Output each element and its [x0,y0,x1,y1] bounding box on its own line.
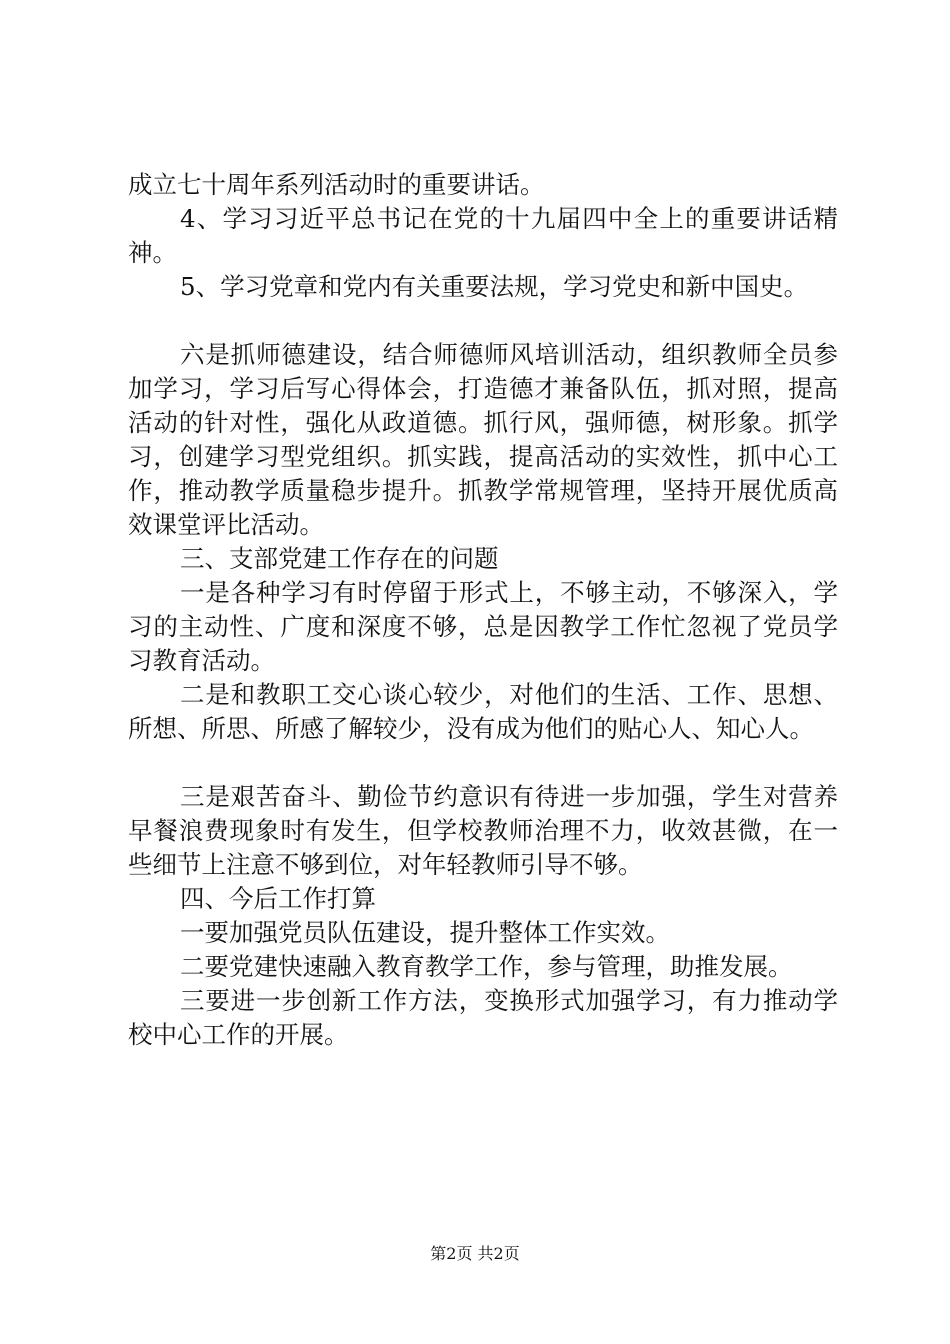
blank-line [128,304,838,338]
paragraph-9: 二要党建快速融入教育教学工作，参与管理，助推发展。 [180,952,793,981]
paragraph-3: 5、学习党章和党内有关重要法规，学习党史和新中国史。 [180,272,809,301]
paragraph-8: 一要加强党员队伍建设，提升整体工作实效。 [180,918,670,947]
paragraph-1: 成立七十周年系列活动时的重要讲话。 [128,170,545,199]
paragraph-2: 4、学习习近平总书记在党的十九届四中全上的重要讲话精神。 [128,204,838,267]
section-heading-4: 四、今后工作打算 [180,884,376,913]
paragraph-6: 二是和教职工交心谈心较少，对他们的生活、工作、思想、所想、所思、所感了解较少，没有成为他们的贴心人、知心人。 [128,680,838,743]
paragraph-10: 三要进一步创新工作方法，变换形式加强学习，有力推动学校中心工作的开展。 [128,986,838,1049]
paragraph-5: 一是各种学习有时停留于形式上，不够主动，不够深入，学习的主动性、广度和深度不够，总是因教学工作忙忽视了党员学习教育活动。 [128,578,838,675]
section-heading-3: 三、支部党建工作存在的问题 [180,544,499,573]
paragraph-4: 六是抓师德建设，结合师德师风培训活动，组织教师全员参加学习，学习后写心得体会，打造德才兼备队伍，抓对照，提高活动的针对性，强化从政道德。抓行风，强师德，树形象。抓学习，创建学习型党组织。抓实践，提高活动的实效性，抓中心工作，推动教学质量稳步提升。抓教学常规管理，坚持开展优质高效课堂评比活动。 [128,340,838,539]
page-footer: 第2页 共2页 [430,1244,520,1263]
paragraph-7: 三是艰苦奋斗、勤俭节约意识有待进一步加强，学生对营养早餐浪费现象时有发生，但学校教师治理不力，收效甚微，在一些细节上注意不够到位，对年轻教师引导不够。 [128,782,838,879]
document-body [128,168,838,1052]
blank-line [128,746,838,780]
